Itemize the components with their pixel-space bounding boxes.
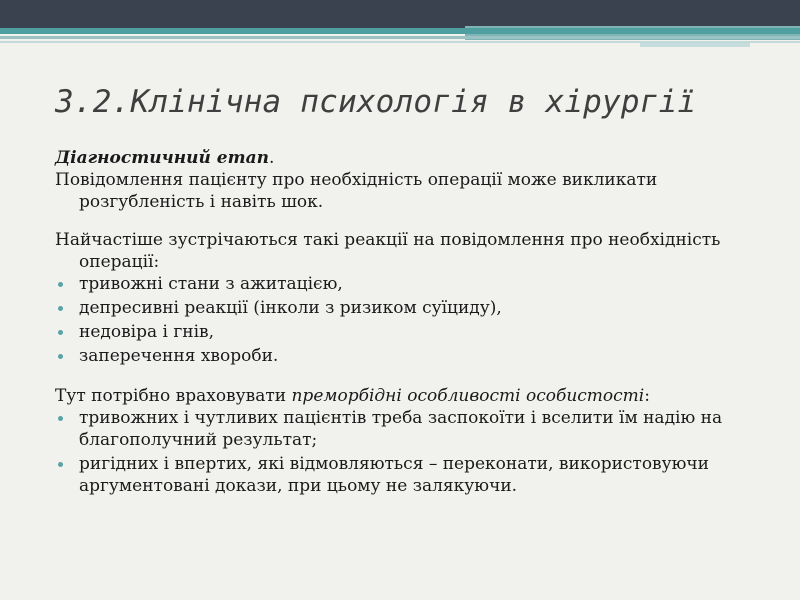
- list-item: [55, 453, 775, 497]
- spacer: [55, 213, 775, 229]
- considerations-lead: Тут потрібно враховувати: [55, 386, 292, 406]
- subheading: Діагностичний етап: [55, 148, 269, 168]
- considerations-tail: :: [644, 386, 650, 406]
- list-item: [55, 321, 775, 343]
- bullet-dot-icon: [58, 282, 63, 287]
- bullet-dot-icon: [58, 462, 63, 467]
- subheading-line: [55, 147, 775, 169]
- list-item: [55, 297, 775, 319]
- list-item-text: тривожних і чутливих пацієнтів треба заспокоїти і вселити їм надію на благополучний результат;: [79, 408, 723, 450]
- recommendations-list: [55, 407, 775, 497]
- header-accent-tab: [640, 43, 750, 47]
- subheading-punct: .: [268, 148, 275, 168]
- list-item-text: депресивні реакції (інколи з ризиком суїциду),: [79, 298, 502, 318]
- header-accent-stripe-thin: [0, 36, 800, 39]
- list-item-text: тривожні стани з ажитацією,: [79, 274, 343, 294]
- header-accent-stripe: [0, 28, 800, 34]
- list-item-text: заперечення хвороби.: [79, 346, 279, 366]
- spacer: [55, 369, 775, 385]
- bullet-dot-icon: [58, 354, 63, 359]
- bullet-dot-icon: [58, 416, 63, 421]
- paragraph-notification: Повідомлення пацієнту про необхідність операції може викликати розгубленість і навіть шок.: [55, 170, 658, 212]
- header-band: [0, 0, 800, 28]
- bullet-dot-icon: [58, 330, 63, 335]
- slide-title: 3.2.Клінічна психологія в хірургії: [55, 84, 697, 120]
- paragraph-reactions-intro: Найчастіше зустрічаються такі реакції на повідомлення про необхідність операції:: [55, 230, 721, 272]
- list-item: [55, 345, 775, 367]
- bullet-dot-icon: [58, 306, 63, 311]
- reactions-list: [55, 273, 775, 367]
- slide-body: [55, 147, 775, 499]
- list-item: [55, 273, 775, 295]
- considerations-emphasis: преморбідні особливості особистості: [291, 386, 645, 406]
- list-item-text: ригідних і впертих, які відмовляються – переконати, використовуючи аргументовані докази, при цьому не залякуючи.: [79, 454, 710, 496]
- list-item-text: недовіра і гнів,: [79, 322, 215, 342]
- paragraph-considerations: [55, 385, 775, 407]
- list-item: [55, 407, 775, 451]
